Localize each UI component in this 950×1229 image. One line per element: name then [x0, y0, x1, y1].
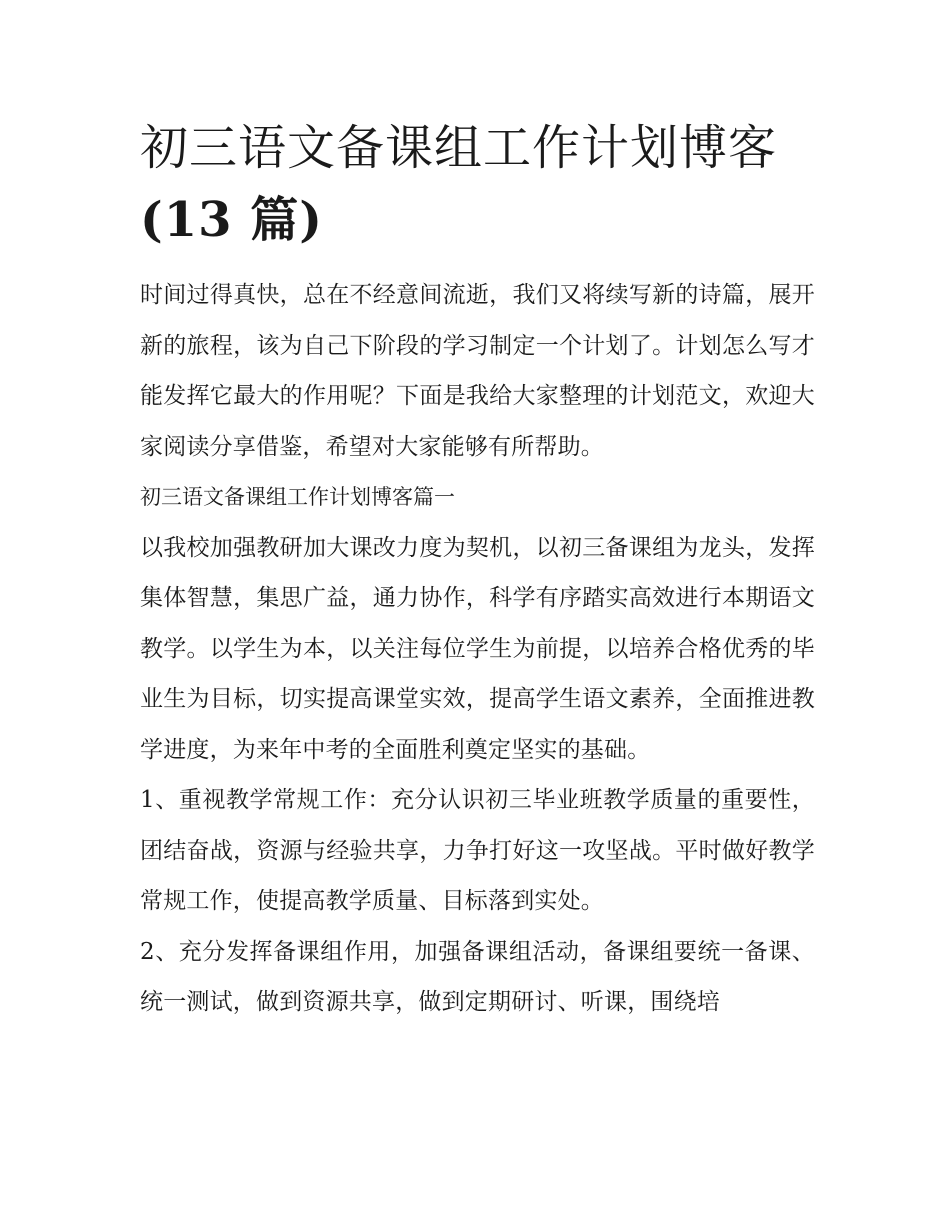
document-title-main: 初三语文备课组工作计划博客 [140, 120, 778, 176]
section-heading: 初三语文备课组工作计划博客篇一 [140, 485, 455, 509]
body-paragraph-1: 以我校加强教研加大课改力度为契机，以初三备课组为龙头，发挥集体智慧，集思广益，通力协作，科学有序踏实高效进行本期语文教学。以学生为本，以关注每位学生为前提，以培养合格优秀的毕业生为目标，切实提高课堂实效，提高学生语文素养，全面推进教学进度，为来年中考的全面胜利奠定坚实的基础。 [140, 534, 815, 763]
intro-paragraph: 时间过得真快，总在不经意间流逝，我们又将续写新的诗篇，展开新的旅程，该为自己下阶段的学习制定一个计划了。计划怎么写才能发挥它最大的作用呢？下面是我给大家整理的计划范文，欢迎大家阅读分享借鉴，希望对大家能够有所帮助。 [140, 282, 815, 460]
document-body [140, 112, 815, 1028]
document-title-count: (13 篇) [140, 192, 323, 248]
document-title [140, 112, 815, 256]
body-paragraph-3: 2、充分发挥备课组作用，加强备课组活动，备课组要统一备课、统一测试，做到资源共享，做到定期研讨、听课，围绕培 [140, 938, 815, 1015]
body-paragraph-2: 1、重视教学常规工作：充分认识初三毕业班教学质量的重要性，团结奋战，资源与经验共享，力争打好这一攻坚战。平时做好教学常规工作，使提高教学质量、目标落到实处。 [140, 787, 815, 914]
